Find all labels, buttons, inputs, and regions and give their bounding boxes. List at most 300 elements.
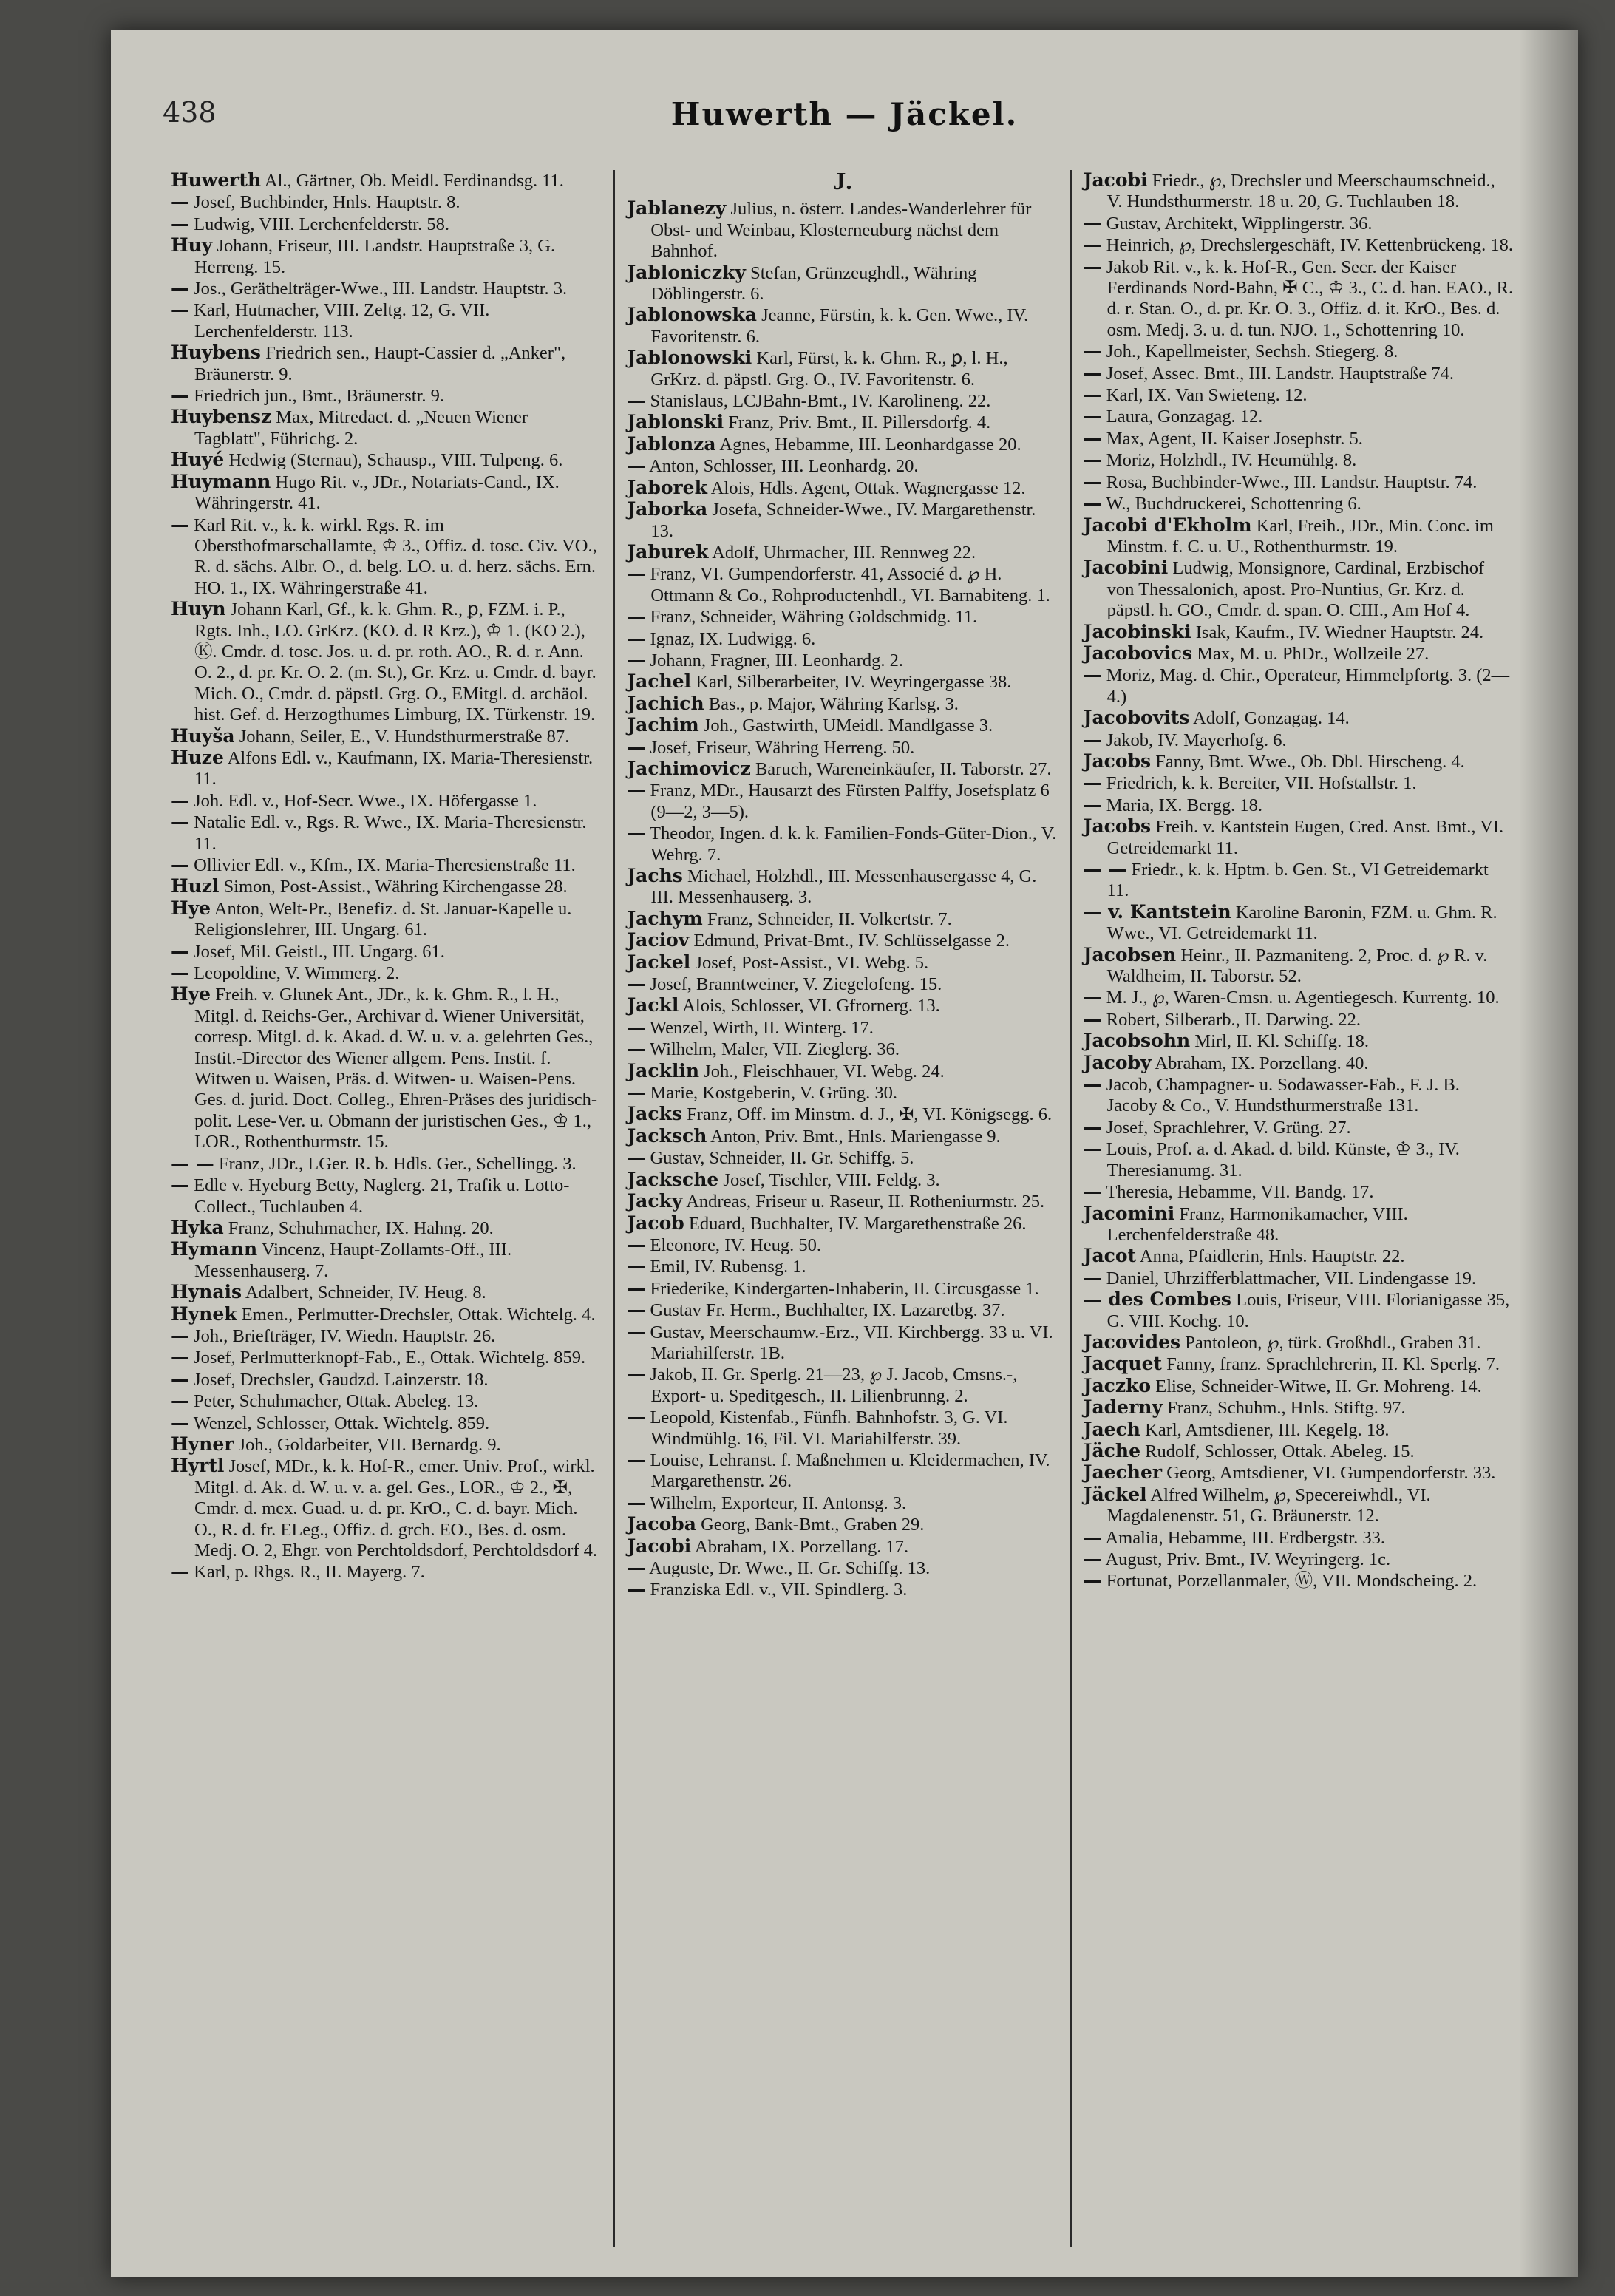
entry-details: Josef, Branntweiner, V. Ziegelofeng. 15. <box>650 974 942 995</box>
entry-surname: Jablonza <box>627 432 716 455</box>
entry-surname: Jablonowska <box>627 304 757 326</box>
entry-details: Johann, Fragner, III. Leonhardg. 2. <box>650 650 904 670</box>
entry-surname: — <box>171 1368 189 1390</box>
entry-details: Simon, Post-Assist., Währing Kirchengasse 28. <box>223 877 568 897</box>
entry-surname: — <box>627 1320 646 1342</box>
directory-entry <box>171 1434 602 1456</box>
entry-details: Josefa, Schneider-Wwe., IV. Margarethenstr. 13. <box>650 500 1036 541</box>
directory-entry <box>627 1579 1058 1600</box>
directory-entry <box>171 472 602 514</box>
entry-surname: Jaburek <box>627 540 709 563</box>
directory-entry <box>1084 643 1514 665</box>
entry-surname: Jachich <box>627 692 704 714</box>
directory-entry <box>1084 902 1514 945</box>
entry-surname: — <box>627 1038 646 1060</box>
entry-details: Adolf, Gonzagag. 14. <box>1193 708 1350 729</box>
directory-entry <box>627 1082 1058 1104</box>
directory-entry <box>627 542 1058 563</box>
entry-surname: — <box>1083 255 1102 277</box>
entry-surname: Hyka <box>171 1216 224 1238</box>
directory-entry <box>171 1347 602 1368</box>
entry-surname: — <box>1083 793 1102 815</box>
entry-details: Jakob Rit. v., k. k. Hof-R., Gen. Secr. der Kaiser Ferdinands Nord-Bahn, ✠ C., ♔ 3., C. d. han. EAO., R. d. r. Stan. O., d. pr. Kr. O. 3., Offiz. d. it. KrO., Bes. d. osm. Medj. 3. u. d. tun. NJO. 1., Schottenring 10. <box>1106 257 1514 340</box>
directory-entry <box>627 1492 1058 1514</box>
directory-entry <box>1084 170 1514 213</box>
entry-surname: — <box>171 384 189 407</box>
directory-entry <box>627 908 1058 930</box>
directory-entry <box>627 305 1058 347</box>
entry-details: Georg, Bank-Bmt., Graben 29. <box>701 1515 925 1535</box>
directory-entry <box>627 758 1058 780</box>
entry-details: Karl, Fürst, k. k. Ghm. R., ꝑ, l. H., GrKrz. d. päpstl. Grg. O., IV. Favoritenstr. 6. <box>650 348 1008 390</box>
entry-details: Karoline Baronin, FZM. u. Ghm. R. Wwe., VI. Getreidemarkt 11. <box>1106 902 1497 944</box>
entry-surname: — <box>171 1560 189 1583</box>
entry-details: Isak, Kaufm., IV. Wiedner Hauptstr. 24. <box>1195 622 1484 642</box>
entry-surname: Jaderny <box>1083 1396 1163 1419</box>
entry-details: Jakob, II. Gr. Sperlg. 21—23, ℘ J. Jacob, Cmsns.-, Export- u. Speditgesch., II. Lilienbrunng. 2. <box>650 1365 1018 1406</box>
directory-entry <box>1084 1441 1514 1462</box>
directory-entry <box>1084 1397 1514 1419</box>
directory-entry <box>171 1217 602 1239</box>
directory-entry <box>1084 859 1514 902</box>
entry-details: Vincenz, Haupt-Zollamts-Off., III. Messenhauserg. 7. <box>194 1240 512 1281</box>
directory-entry <box>1084 449 1514 471</box>
directory-entry <box>627 198 1058 262</box>
entry-surname: — <box>1083 1526 1102 1548</box>
page-gutter-shadow <box>1519 30 1578 2277</box>
directory-entry <box>627 650 1058 671</box>
entry-details: Karl, p. Rhgs. R., II. Mayerg. 7. <box>194 1562 425 1583</box>
directory-entry <box>171 1304 602 1325</box>
entry-surname: — <box>1083 1138 1102 1160</box>
entry-details: Adalbert, Schneider, IV. Heug. 8. <box>245 1283 486 1303</box>
entry-details: Edle v. Hyeburg Betty, Naglerg. 21, Trafik u. Lotto-Collect., Tuchlauben 4. <box>194 1175 570 1217</box>
entry-surname: — <box>627 605 646 628</box>
entry-details: Joh., Fleischhauer, VI. Webg. 24. <box>704 1061 945 1081</box>
entry-surname: Jaech <box>1083 1418 1140 1440</box>
entry-details: Friedr., ℘, Drechsler und Meerschaumschneid., V. Hundsthurmerstr. 18 u. 20, G. Tuchlauben 18. <box>1106 171 1495 212</box>
entry-details: Friedr., k. k. Hptm. b. Gen. St., VI Getreidemarkt 11. <box>1106 860 1489 901</box>
entry-details: Anna, Pfaidlerin, Hnls. Hauptstr. 22. <box>1139 1246 1405 1267</box>
entry-details: Jacob, Champagner- u. Sodawasser-Fab., F. J. B. Jacoby & Co., V. Hundsthurmerstraße 131. <box>1106 1075 1460 1116</box>
entry-details: Josef, MDr., k. k. Hof-R., emer. Univ. Prof., wirkl. Mitgl. d. Ak. d. W. u. v. a. gel. Ges., LOR., ♔ 2., ✠, Cmdr. d. mex. Guad. u. d. pr. KrO., C. d. bayr. Mich. O., R. d. fr. ELeg., Offiz. d. grch. EO., Bes. d. osm. Medj. O. 2, Ehgr. von Perchtoldsdorf, Perchtoldsdorf 4. <box>194 1456 598 1560</box>
directory-entry <box>171 1239 602 1282</box>
entry-details: Karl, IX. Van Swieteng. 12. <box>1106 385 1308 406</box>
directory-entry <box>627 390 1058 412</box>
directory-entry <box>627 693 1058 715</box>
entry-surname: — <box>627 1363 646 1385</box>
entry-details: Friederike, Kindergarten-Inhaberin, II. Circusgasse 1. <box>650 1278 1039 1299</box>
directory-entry <box>627 1104 1058 1125</box>
entry-details: Pantoleon, ℘, türk. Großhdl., Graben 31. <box>1185 1332 1481 1353</box>
entry-details: Natalie Edl. v., Rgs. R. Wwe., IX. Maria-Theresienstr. 11. <box>194 812 587 854</box>
entry-surname: Jacob <box>627 1212 684 1234</box>
entry-details: Johann, Friseur, III. Landstr. Hauptstraße 3, G. Herreng. 15. <box>194 236 556 277</box>
directory-entry <box>627 262 1058 305</box>
entry-surname: Jachel <box>627 670 692 693</box>
entry-surname: — <box>171 811 189 833</box>
directory-entry <box>171 941 602 962</box>
directory-entry <box>627 1407 1058 1450</box>
entry-surname: — <box>1083 470 1102 492</box>
directory-entry <box>1084 665 1514 707</box>
entry-surname: Jacomini <box>1083 1202 1175 1224</box>
directory-entry <box>627 347 1058 390</box>
entry-details: Alfred Wilhelm, ℘, Specereiwhdl., VI. Magdalenenstr. 51, G. Bräunerstr. 12. <box>1106 1484 1431 1526</box>
entry-details: August, Priv. Bmt., IV. Weyringerg. 1c. <box>1105 1549 1391 1569</box>
entry-surname: Jachym <box>627 907 703 929</box>
directory-entry <box>171 1413 602 1434</box>
directory-entry <box>1084 384 1514 406</box>
entry-details: Gustav, Schneider, II. Gr. Schiffg. 5. <box>650 1148 914 1169</box>
directory-entry <box>627 1061 1058 1082</box>
directory-entry <box>171 449 602 471</box>
entry-surname: — <box>171 854 189 875</box>
entry-details: Rosa, Buchbinder-Wwe., III. Landstr. Hauptstr. 74. <box>1106 472 1478 492</box>
entry-details: Edmund, Privat-Bmt., IV. Schlüsselgasse 2. <box>693 931 1010 951</box>
directory-entry <box>1084 472 1514 493</box>
entry-details: Amalia, Hebamme, III. Erdbergstr. 33. <box>1105 1527 1385 1548</box>
entry-surname: Huwerth <box>171 170 262 191</box>
entry-details: Michael, Holzhdl., III. Messenhausergasse 4, G. III. Messenhauserg. 3. <box>650 866 1037 908</box>
directory-entry <box>627 823 1058 866</box>
entry-surname: — <box>1083 1569 1102 1592</box>
entry-surname: Jacklin <box>627 1059 700 1081</box>
entry-details: Marie, Kostgeberin, V. Grüng. 30. <box>650 1083 898 1104</box>
entry-details: Moriz, Holzhdl., IV. Heumühlg. 8. <box>1106 450 1357 471</box>
directory-entry <box>1084 730 1514 751</box>
directory-entry <box>627 1234 1058 1256</box>
directory-entry <box>1084 406 1514 427</box>
directory-entry <box>627 995 1058 1016</box>
entry-surname: — <box>1083 384 1102 406</box>
entry-details: Emil, IV. Rubensg. 1. <box>650 1257 806 1277</box>
entry-details: Jakob, IV. Mayerhofg. 6. <box>1106 730 1287 750</box>
entry-surname: Huze <box>171 746 224 768</box>
entry-surname: — des Combes <box>1083 1288 1232 1311</box>
directory-entry <box>1084 1462 1514 1484</box>
entry-surname: — <box>1083 772 1102 794</box>
entry-surname: — <box>627 779 646 801</box>
directory-entry <box>171 1369 602 1390</box>
page-header <box>163 96 1526 155</box>
directory-entry <box>171 962 602 984</box>
entry-surname: — <box>627 648 646 670</box>
entry-details: Josef, Buchbinder, Hnls. Hauptstr. 8. <box>194 192 460 213</box>
entry-details: Auguste, Dr. Wwe., II. Gr. Schiffg. 13. <box>649 1558 931 1578</box>
entry-surname: — <box>171 212 189 234</box>
directory-entry <box>1084 1074 1514 1117</box>
directory-entry <box>171 1325 602 1347</box>
entry-surname: Jacobs <box>1083 750 1152 772</box>
directory-entry <box>627 780 1058 823</box>
directory-entry <box>627 478 1058 499</box>
directory-entry <box>1084 1354 1514 1375</box>
directory-entry <box>1084 622 1514 643</box>
entry-details: Ludwig, VIII. Lerchenfelderstr. 58. <box>194 214 449 234</box>
directory-entry <box>171 984 602 1152</box>
entry-surname: — <box>1083 1266 1102 1288</box>
entry-surname: — <box>171 1411 189 1433</box>
entry-details: Anton, Welt-Pr., Benefiz. d. St. Januar-Kapelle u. Religionslehrer, III. Ungarg. 61. <box>194 898 572 940</box>
entry-details: Friedrich jun., Bmt., Bräunerstr. 9. <box>194 386 444 407</box>
directory-entry <box>627 1558 1058 1579</box>
directory-entry <box>627 952 1058 974</box>
entry-details: Emen., Perlmutter-Drechsler, Ottak. Wichtelg. 4. <box>241 1304 596 1325</box>
directory-entry <box>1084 945 1514 988</box>
entry-surname: — <box>627 1277 646 1299</box>
entry-surname: — <box>171 277 189 299</box>
entry-details: Franziska Edl. v., VII. Spindlerg. 3. <box>650 1580 908 1600</box>
directory-entry <box>627 1300 1058 1321</box>
entry-details: Laura, Gonzagag. 12. <box>1106 407 1263 427</box>
entry-surname: — <box>627 627 646 649</box>
entry-surname: Hye <box>171 897 211 919</box>
directory-entry <box>171 1282 602 1303</box>
entry-surname: Hyner <box>171 1433 234 1455</box>
directory-entry <box>171 299 602 342</box>
entry-details: W., Buchdruckerei, Schottenring 6. <box>1106 494 1361 514</box>
directory-entry <box>171 385 602 407</box>
directory-entry <box>1084 493 1514 514</box>
entry-surname: — <box>171 1346 189 1368</box>
directory-entry <box>171 876 602 897</box>
entry-surname: — <box>1083 340 1102 362</box>
entry-details: Joh., Gastwirth, UMeidl. Mandlgasse 3. <box>703 716 993 736</box>
directory-page <box>111 30 1578 2277</box>
directory-entry <box>1084 1268 1514 1289</box>
directory-entry <box>627 1039 1058 1060</box>
directory-entry <box>627 1213 1058 1234</box>
entry-surname: Jacobsen <box>1083 943 1177 965</box>
entry-surname: Jablanezy <box>627 197 727 220</box>
entry-surname: — <box>627 822 646 844</box>
directory-entry <box>1084 1549 1514 1570</box>
entry-details: Friedrich sen., Haupt-Cassier d. „Anker", Bräunerstr. 9. <box>194 343 566 384</box>
entry-surname: — <box>1083 492 1102 514</box>
directory-entry <box>171 1175 602 1217</box>
entry-details: Fanny, franz. Sprachlehrerin, II. Kl. Sperlg. 7. <box>1166 1354 1500 1375</box>
entry-surname: Huy <box>171 234 213 257</box>
entry-surname: Jacovides <box>1083 1331 1181 1353</box>
entry-surname: Jackel <box>627 951 691 973</box>
page-number: 438 <box>163 96 217 129</box>
entry-details: Gustav, Architekt, Wipplingerstr. 36. <box>1106 213 1373 234</box>
entry-surname: — <box>627 455 646 477</box>
directory-entry <box>627 455 1058 477</box>
directory-entry <box>171 898 602 941</box>
entry-surname: — <box>171 191 189 213</box>
entry-surname: — <box>171 940 189 962</box>
entry-surname: — <box>171 962 189 984</box>
directory-entry <box>1084 257 1514 342</box>
entry-surname: — <box>171 789 189 811</box>
entry-surname: Jacobi <box>627 1535 692 1557</box>
directory-entry <box>627 1147 1058 1169</box>
entry-surname: Hye <box>171 983 211 1005</box>
entry-details: Max, Mitredact. d. „Neuen Wiener Tagblatt", Führichg. 2. <box>194 407 528 449</box>
entry-details: Johann, Seiler, E., V. Hundsthurmerstraße 87. <box>239 726 570 747</box>
entry-surname: Huymann <box>171 470 271 492</box>
directory-entry <box>627 930 1058 951</box>
entry-details: Anton, Schlosser, III. Leonhardg. 20. <box>649 456 919 477</box>
directory-entry <box>1084 795 1514 816</box>
entry-details: Agnes, Hebamme, III. Leonhardgasse 20. <box>719 434 1021 455</box>
entry-surname: — <box>1083 1008 1102 1030</box>
column-3 <box>1070 170 1526 2247</box>
entry-details: Daniel, Uhrzifferblattmacher, VII. Lindengasse 19. <box>1106 1268 1476 1288</box>
entry-surname: Jacobovits <box>1083 707 1190 729</box>
entry-surname: — <box>1083 361 1102 384</box>
directory-entry <box>627 1169 1058 1191</box>
entry-details: Heinrich, ℘, Drechslergeschäft, IV. Kettenbrückeng. 18. <box>1106 235 1514 256</box>
entry-surname: Jachs <box>627 865 683 886</box>
entry-surname: Jablonski <box>627 411 724 433</box>
entry-details: Julius, n. österr. Landes-Wanderlehrer für Obst- und Weinbau, Klosterneuburg nächst dem Bahnhof. <box>650 199 1032 262</box>
entry-surname: Jacksche <box>627 1168 719 1190</box>
entry-details: Al., Gärtner, Ob. Meidl. Ferdinandsg. 11. <box>264 171 564 191</box>
entry-details: Louis, Friseur, VIII. Florianigasse 35, G. VIII. Kochg. 10. <box>1106 1290 1510 1331</box>
entry-details: Leopoldine, V. Wimmerg. 2. <box>194 963 400 984</box>
entry-surname: — <box>1083 449 1102 471</box>
directory-entry <box>171 790 602 812</box>
directory-entry <box>171 1153 602 1175</box>
entry-surname: — <box>627 1147 646 1169</box>
entry-surname: Jackl <box>627 994 679 1016</box>
entry-surname: — <box>627 1233 646 1255</box>
entry-details: Josef, Sprachlehrer, V. Grüng. 27. <box>1106 1117 1351 1138</box>
entry-details: Franz, MDr., Hausarzt des Fürsten Palffy, Josefsplatz 6 (9—2, 3—5). <box>650 781 1050 822</box>
directory-entry <box>627 974 1058 995</box>
directory-entry <box>1084 772 1514 794</box>
entry-surname: Jacobi d'Ekholm <box>1083 514 1252 536</box>
entry-surname: Jachimovicz <box>627 757 751 779</box>
entry-surname: Hyrtl <box>171 1455 225 1477</box>
entry-surname: Jacot <box>1083 1245 1137 1267</box>
entry-surname: — <box>1083 1548 1102 1569</box>
entry-details: Hedwig (Sternau), Schausp., VIII. Tulpeng. 6. <box>228 450 563 471</box>
entry-details: Franz, Off. im Minstm. d. J., ✠, VI. Königsegg. 6. <box>687 1104 1053 1125</box>
entry-details: Mirl, II. Kl. Schiffg. 18. <box>1194 1031 1369 1052</box>
entry-surname: Jacobini <box>1083 557 1169 579</box>
entry-details: Maria, IX. Bergg. 18. <box>1106 795 1262 815</box>
entry-details: Andreas, Friseur u. Raseur, II. Rotheniurmstr. 25. <box>686 1192 1045 1212</box>
entry-details: Joh., Briefträger, IV. Wiedn. Hauptstr. 26. <box>194 1325 496 1346</box>
directory-entry <box>1084 1030 1514 1052</box>
entry-details: Wilhelm, Exporteur, II. Antonsg. 3. <box>650 1492 907 1513</box>
directory-entry <box>1084 707 1514 729</box>
entry-surname: Jacobsohn <box>1083 1030 1191 1052</box>
directory-entry <box>1084 1009 1514 1030</box>
entry-surname: — <box>627 1578 646 1600</box>
directory-entry <box>1084 1117 1514 1138</box>
entry-surname: Jacoba <box>627 1513 696 1535</box>
entry-details: Karl, Silberarbeiter, IV. Weyringergasse 38. <box>696 672 1012 693</box>
entry-surname: Huyé <box>171 449 225 471</box>
directory-entry <box>627 434 1058 455</box>
entry-surname: Jaecher <box>1083 1461 1163 1484</box>
directory-entry <box>1084 213 1514 234</box>
entry-details: Ludwig, Monsignore, Cardinal, Erzbischof von Thessalonich, apost. Pro-Nuntius, Gr. Krz. d. päpstl. h. GO., Cmdr. d. span. O. CIII., Am Hof 4. <box>1106 558 1485 621</box>
entry-details: Robert, Silberarb., II. Darwing. 22. <box>1106 1009 1361 1030</box>
directory-entry <box>171 747 602 790</box>
directory-entry <box>1084 1570 1514 1592</box>
entry-details: Joh., Goldarbeiter, VII. Bernardg. 9. <box>238 1434 501 1455</box>
entry-details: Freih. v. Glunek Ant., JDr., k. k. Ghm. R., l. H., Mitgl. d. Reichs-Ger., Archivar d. Wiener Universität, corresp. Mitgl. d. k. Akad. d. W. u. v. a. gelehrten Ges., Instit.-Director des Wiener allgem. Pens. Instit. f. Witwen u. Waisen, Präs. d. Witwen- u. Waisen-Pens. Ges. d. jurid. Doct. Colleg., Ehren-Präses des juridisch-polit. Lese-Ver. u. Obmann der juristischen Ges., ♔ 1., LOR., Rothenthurmstr. 15. <box>194 985 598 1152</box>
entry-details: Heinr., II. Pazmaniteng. 2, Proc. d. ℘ R. v. Waldheim, II. Taborstr. 52. <box>1106 945 1488 987</box>
directory-entry <box>1084 234 1514 256</box>
entry-details: Wenzel, Wirth, II. Winterg. 17. <box>650 1017 874 1038</box>
entry-surname: — <box>627 973 646 995</box>
entry-details: Abraham, IX. Porzellang. 40. <box>1155 1053 1369 1073</box>
entry-surname: — <box>171 513 189 535</box>
directory-entry <box>1084 363 1514 384</box>
directory-entry <box>627 737 1058 758</box>
directory-entry <box>1084 987 1514 1008</box>
entry-surname: Jäche <box>1083 1439 1140 1461</box>
entry-surname: — <box>1083 1073 1102 1096</box>
entry-surname: — <box>1083 986 1102 1008</box>
entry-surname: Jacksch <box>627 1124 707 1147</box>
directory-entry <box>171 235 602 278</box>
entry-surname: Hynek <box>171 1302 237 1325</box>
entry-surname: — <box>627 563 646 585</box>
entry-details: Hugo Rit. v., JDr., Notariats-Cand., IX. Währingerstr. 41. <box>194 472 560 514</box>
entry-details: Louis, Prof. a. d. Akad. d. bild. Künste, ♔ 3., IV. Theresianumg. 31. <box>1106 1139 1460 1181</box>
entry-surname: Hynais <box>171 1281 242 1303</box>
entry-surname: Huybens <box>171 342 261 364</box>
entry-details: Anton, Priv. Bmt., Hnls. Mariengasse 9. <box>710 1126 1001 1147</box>
entry-details: Eduard, Buchhalter, IV. Margarethenstraße 26. <box>688 1213 1027 1234</box>
entry-details: Jos., Geräthelträger-Wwe., III. Landstr. Hauptstr. 3. <box>194 279 568 299</box>
directory-entry <box>1084 515 1514 558</box>
directory-entry <box>1084 1246 1514 1267</box>
entry-details: Eleonore, IV. Heug. 50. <box>650 1234 822 1255</box>
entry-details: Franz, Harmonikamacher, VIII. Lerchenfelderstraße 48. <box>1106 1203 1408 1245</box>
entry-details: Theodor, Ingen. d. k. k. Familien-Fonds-Güter-Dion., V. Wehrg. 7. <box>650 823 1057 865</box>
directory-entry <box>171 214 602 235</box>
entry-surname: Jabloniczky <box>627 261 746 283</box>
column-1 <box>159 170 613 2247</box>
directory-entry <box>627 1364 1058 1407</box>
directory-entry <box>171 855 602 876</box>
entry-surname: — <box>1083 664 1102 686</box>
entry-surname: — <box>171 1324 189 1346</box>
directory-entry <box>627 499 1058 542</box>
directory-entry <box>1084 341 1514 362</box>
entry-surname: Jacky <box>627 1190 683 1212</box>
entry-surname: Hymann <box>171 1238 258 1260</box>
entry-surname: Huybensz <box>171 406 272 428</box>
directory-entry <box>171 1561 602 1583</box>
entry-surname: — <box>1083 1115 1102 1138</box>
directory-entry <box>171 342 602 385</box>
directory-entry <box>171 812 602 855</box>
entry-surname: Huyn <box>171 598 226 620</box>
directory-entry <box>171 278 602 299</box>
directory-entry <box>627 563 1058 606</box>
entry-details: Peter, Schuhmacher, Ottak. Abeleg. 13. <box>194 1391 479 1412</box>
entry-details: Ollivier Edl. v., Kfm., IX. Maria-Theresienstraße 11. <box>194 855 576 875</box>
entry-details: Leopold, Kistenfab., Fünfh. Bahnhofstr. 3, G. VI. Windmühlg. 16, Fil. VI. Mariahilferstr. 39. <box>650 1407 1008 1449</box>
entry-surname: — <box>1083 728 1102 750</box>
directory-entry <box>627 1191 1058 1212</box>
entry-surname: — v. Kantstein <box>1083 900 1231 923</box>
entry-details: Stanislaus, LCJBahn-Bmt., IV. Karolineng. 22. <box>650 391 991 412</box>
directory-entry <box>1084 428 1514 449</box>
entry-details: Joh., Kapellmeister, Sechsh. Stiegerg. 8. <box>1106 342 1398 362</box>
entry-surname: — <box>171 1174 189 1196</box>
